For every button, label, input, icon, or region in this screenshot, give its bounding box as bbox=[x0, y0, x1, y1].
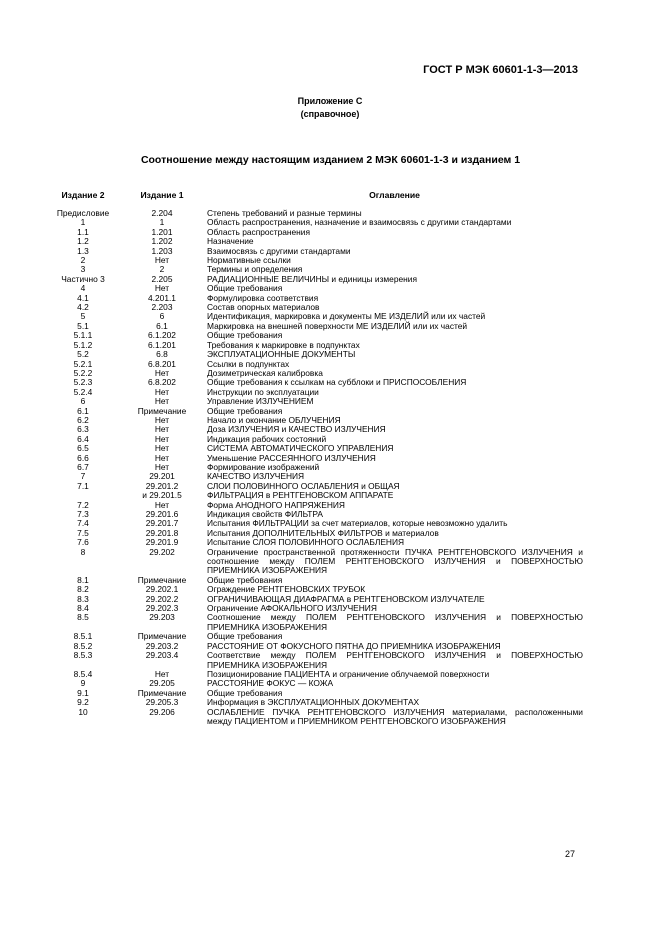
cell-edition-1: 6.1 bbox=[156, 320, 168, 331]
cell-edition-1: Нет bbox=[154, 255, 170, 266]
cell-contents: Область распространения bbox=[207, 226, 311, 237]
cell-contents: Испытание СЛОЯ ПОЛОВИННОГО ОСЛАБЛЕНИЯ bbox=[207, 537, 405, 548]
cell-contents: Инструкции по эксплуатации bbox=[207, 386, 319, 397]
cell-edition-1: 6.8.201 bbox=[148, 358, 176, 369]
cell-edition-2: 8.5.3 bbox=[73, 650, 93, 661]
cell-edition-1: 2.204 bbox=[151, 208, 173, 218]
cell-edition-1: 29.203.2 bbox=[145, 640, 179, 651]
cell-contents: Общие требования bbox=[207, 687, 283, 698]
cell-edition-1: Нет bbox=[154, 367, 170, 378]
cell-edition-2: 5.1.2 bbox=[73, 339, 93, 350]
cell-edition-2: 7.1 bbox=[77, 480, 89, 491]
cell-contents: Общие требования bbox=[207, 574, 283, 585]
cell-contents: Требования к маркировке в подпунктах bbox=[207, 339, 360, 350]
cell-edition-1: 2 bbox=[159, 264, 165, 275]
page-number: 27 bbox=[564, 849, 575, 859]
table-row bbox=[48, 228, 583, 237]
cell-edition-1: 29.203.4 bbox=[145, 650, 179, 661]
cell-edition-2: 7.2 bbox=[77, 499, 89, 510]
cell-contents: Общие требования к ссылкам на субблоки и ПРИСПОСОБЛЕНИЯ bbox=[207, 377, 467, 388]
cell-contents: Назначение bbox=[207, 236, 254, 247]
cell-edition-1: 29.202.2 bbox=[145, 593, 179, 604]
cell-edition-1: 29.205.3 bbox=[145, 697, 179, 708]
cell-edition-2: 5.2.3 bbox=[73, 377, 93, 388]
cell-edition-1: Нет bbox=[154, 668, 170, 679]
cell-contents: ОГРАНИЧИВАЮЩАЯ ДИАФРАГМА в РЕНТГЕНОВСКОМ ИЗЛУЧАТЕЛЕ bbox=[207, 593, 485, 604]
cell-contents: СИСТЕМА АВТОМАТИЧЕСКОГО УПРАВЛЕНИЯ bbox=[207, 443, 394, 454]
cell-edition-2: 1.2 bbox=[77, 236, 89, 247]
cell-edition-2: Частично 3 bbox=[61, 273, 105, 284]
cell-edition-2: 6.3 bbox=[77, 424, 89, 435]
cell-edition-1: Нет bbox=[154, 499, 170, 510]
cell-edition-2: 3 bbox=[80, 264, 86, 275]
cell-edition-1: Примечание bbox=[137, 687, 187, 698]
cell-edition-2: Предисловие bbox=[56, 208, 110, 218]
cell-edition-1: 4.201.1 bbox=[148, 292, 176, 303]
cell-edition-1: 29.201.7 bbox=[145, 518, 179, 529]
cell-edition-2: 6 bbox=[80, 396, 86, 407]
cell-edition-2: 4 bbox=[80, 283, 86, 294]
cell-edition-1: 1.201 bbox=[151, 226, 173, 237]
cell-edition-1: Нет bbox=[154, 452, 170, 463]
cell-edition-1: Примечание bbox=[137, 405, 187, 416]
annex-title: Приложение С bbox=[297, 96, 363, 106]
table-row bbox=[48, 275, 583, 284]
cell-edition-2: 9.1 bbox=[77, 687, 89, 698]
cell-edition-1: Нет bbox=[154, 443, 170, 454]
annex-subtitle: (справочное) bbox=[300, 109, 360, 119]
cell-contents: Идентификация, маркировка и документы МЕ ИЗДЕЛИЙ или их частей bbox=[207, 311, 486, 322]
cell-contents: Ограничение пространственной протяженности ПУЧКА РЕНТГЕНОВСКОГО ИЗЛУЧЕНИЯ и соотношение между ПОЛЕМ РЕНТГЕНОВСКОГО ИЗЛУЧЕНИЯ и ПОВЕРХНОСТЬЮ ПРИЕМНИКА ИЗОБРАЖЕНИЯ bbox=[207, 546, 583, 576]
page-title: Соотношение между настоящим изданием 2 МЭК 60601-1-3 и изданием 1 bbox=[140, 154, 521, 166]
document-standard-id: ГОСТ Р МЭК 60601-1-3—2013 bbox=[423, 64, 578, 76]
cell-contents: Информация в ЭКСПЛУАТАЦИОННЫХ ДОКУМЕНТАХ bbox=[207, 697, 420, 708]
correspondence-table bbox=[48, 190, 583, 726]
table-row bbox=[48, 218, 583, 227]
table-row bbox=[48, 613, 583, 632]
cell-edition-2: 6.5 bbox=[77, 443, 89, 454]
table-row bbox=[48, 247, 583, 256]
cell-edition-1: Нет bbox=[154, 386, 170, 397]
cell-edition-1: 1.202 bbox=[151, 236, 173, 247]
cell-contents: Управление ИЗЛУЧЕНИЕМ bbox=[207, 396, 314, 407]
cell-contents: Степень требований и разные термины bbox=[207, 208, 362, 218]
cell-contents: Общие требования bbox=[207, 405, 283, 416]
header-contents: Оглавление bbox=[369, 190, 420, 200]
cell-edition-2: 5.1 bbox=[77, 320, 89, 331]
cell-edition-1: 2.205 bbox=[151, 273, 173, 284]
cell-edition-1: Примечание bbox=[137, 631, 187, 642]
cell-edition-1: 29.202 bbox=[149, 546, 175, 557]
table-row bbox=[48, 397, 583, 406]
cell-edition-2: 1.3 bbox=[77, 245, 89, 256]
cell-contents: ОСЛАБЛЕНИЕ ПУЧКА РЕНТГЕНОВСКОГО ИЗЛУЧЕНИЯ материалами, расположенными между ПАЦИЕНТОМ и ПРИЕМНИКОМ РЕНТГЕНОВСКОГО ИЗОБРАЖЕНИЯ bbox=[207, 706, 583, 726]
cell-contents: Формирование изображений bbox=[207, 461, 320, 472]
cell-contents: КАЧЕСТВО ИЗЛУЧЕНИЯ bbox=[207, 471, 305, 482]
cell-edition-2: 8.5.2 bbox=[73, 640, 93, 651]
table-row bbox=[48, 350, 583, 359]
cell-edition-1: 29.201.2 bbox=[145, 480, 179, 491]
cell-edition-1: Примечание bbox=[137, 574, 187, 585]
cell-contents: Общие требования bbox=[207, 330, 283, 341]
cell-contents: Нормативные ссылки bbox=[207, 255, 291, 266]
cell-edition-1: Нет bbox=[154, 396, 170, 407]
cell-contents: Общие требования bbox=[207, 631, 283, 642]
cell-edition-2: 1 bbox=[80, 217, 86, 228]
cell-contents: Соответствие между ПОЛЕМ РЕНТГЕНОВСКОГО ИЗЛУЧЕНИЯ и ПОВЕРХНОСТЬЮ ПРИЕМНИКА ИЗОБРАЖЕНИЯ bbox=[207, 650, 583, 670]
cell-edition-1: 6 bbox=[159, 311, 165, 322]
cell-contents: Соотношение между ПОЛЕМ РЕНТГЕНОВСКОГО ИЗЛУЧЕНИЯ и ПОВЕРХНОСТЬЮ ПРИЕМНИКА ИЗОБРАЖЕНИЯ bbox=[207, 612, 583, 632]
cell-edition-2: 6.6 bbox=[77, 452, 89, 463]
cell-edition-1: 1.203 bbox=[151, 245, 173, 256]
cell-edition-2: 6.2 bbox=[77, 414, 89, 425]
cell-edition-1: 29.202.1 bbox=[145, 584, 179, 595]
cell-contents: Ссылки в подпунктах bbox=[207, 358, 290, 369]
cell-contents: Начало и окончание ОБЛУЧЕНИЯ bbox=[207, 414, 341, 425]
cell-edition-2: 2 bbox=[80, 255, 86, 266]
cell-edition-2: 8.1 bbox=[77, 574, 89, 585]
cell-edition-2: 8 bbox=[80, 546, 86, 557]
cell-edition-1: 29.201.9 bbox=[145, 537, 179, 548]
cell-edition-2: 6.7 bbox=[77, 461, 89, 472]
cell-contents: Ограждение РЕНТГЕНОВСКИХ ТРУБОК bbox=[207, 584, 366, 595]
cell-contents: Индикация рабочих состояний bbox=[207, 433, 327, 444]
cell-edition-2: 8.3 bbox=[77, 593, 89, 604]
cell-edition-2: 7.5 bbox=[77, 527, 89, 538]
cell-edition-2: 8.5.4 bbox=[73, 668, 93, 679]
cell-edition-1: 29.201.6 bbox=[145, 509, 179, 519]
cell-contents: ФИЛЬТРАЦИЯ в РЕНТГЕНОВСКОМ АППАРАТЕ bbox=[207, 490, 394, 501]
cell-edition-1: Нет bbox=[154, 424, 170, 435]
cell-contents: РАССТОЯНИЕ ФОКУС — КОЖА bbox=[207, 678, 334, 689]
cell-edition-2: 5.2.2 bbox=[73, 367, 93, 378]
cell-edition-2: 8.2 bbox=[77, 584, 89, 595]
cell-contents: Дозиметрическая калибровка bbox=[207, 367, 323, 378]
table-row bbox=[48, 256, 583, 265]
cell-contents: Ограничение АФОКАЛЬНОГО ИЗЛУЧЕНИЯ bbox=[207, 603, 377, 614]
cell-contents: Доза ИЗЛУЧЕНИЯ и КАЧЕСТВО ИЗЛУЧЕНИЯ bbox=[207, 424, 386, 435]
cell-contents: Испытания ФИЛЬТРАЦИИ за счет материалов, которые невозможно удалить bbox=[207, 518, 508, 529]
cell-edition-1: 2.203 bbox=[151, 302, 173, 313]
cell-edition-2: 4.2 bbox=[77, 302, 89, 313]
table-row bbox=[48, 679, 583, 688]
table-row bbox=[48, 651, 583, 670]
cell-contents: Общие требования bbox=[207, 283, 283, 294]
table-row bbox=[48, 388, 583, 397]
cell-edition-2: 8.5 bbox=[77, 612, 89, 623]
cell-contents: Маркировка на внешней поверхности МЕ ИЗДЕЛИЙ или их частей bbox=[207, 320, 468, 331]
cell-edition-1: Нет bbox=[154, 414, 170, 425]
cell-contents: РАДИАЦИОННЫЕ ВЕЛИЧИНЫ и единицы измерения bbox=[207, 273, 417, 284]
cell-edition-2: 5.2 bbox=[77, 349, 89, 360]
cell-edition-2: 7.6 bbox=[77, 537, 89, 548]
cell-edition-2: 5.1.1 bbox=[73, 330, 93, 341]
cell-edition-2: 5.2.4 bbox=[73, 386, 93, 397]
cell-edition-1: Нет bbox=[154, 461, 170, 472]
cell-edition-1: 29.201.8 bbox=[145, 527, 179, 538]
cell-contents: Термины и определения bbox=[207, 264, 303, 275]
cell-edition-2: 9 bbox=[80, 678, 86, 689]
table-header-row bbox=[48, 190, 583, 209]
table-row bbox=[48, 322, 583, 331]
cell-edition-2: 9.2 bbox=[77, 697, 89, 708]
cell-edition-1: 6.8.202 bbox=[148, 377, 176, 388]
cell-edition-1: 29.203 bbox=[149, 612, 175, 623]
cell-edition-2: 7 bbox=[80, 471, 86, 482]
cell-edition-2: 8.5.1 bbox=[73, 631, 93, 642]
cell-contents: Испытания ДОПОЛНИТЕЛЬНЫХ ФИЛЬТРОВ и материалов bbox=[207, 527, 439, 538]
cell-edition-1: 6.1.201 bbox=[148, 339, 176, 350]
cell-edition-1: 6.1.202 bbox=[148, 330, 176, 341]
cell-contents: Индикация свойств ФИЛЬТРА bbox=[207, 509, 323, 519]
cell-edition-2: 5 bbox=[80, 311, 86, 322]
cell-contents: Форма АНОДНОГО НАПРЯЖЕНИЯ bbox=[207, 499, 345, 510]
table-row bbox=[48, 548, 583, 576]
cell-edition-2: 4.1 bbox=[77, 292, 89, 303]
table-row bbox=[48, 708, 583, 727]
header-edition-2: Издание 2 bbox=[61, 190, 105, 200]
correspondence-table-container bbox=[48, 190, 583, 726]
cell-edition-2: 7.4 bbox=[77, 518, 89, 529]
cell-edition-2: 10 bbox=[78, 706, 88, 717]
cell-edition-1: 29.201 bbox=[149, 471, 175, 482]
cell-edition-1: Нет bbox=[154, 433, 170, 444]
cell-contents: СЛОИ ПОЛОВИННОГО ОСЛАБЛЕНИЯ и ОБЩАЯ bbox=[207, 480, 400, 491]
cell-edition-2: 7.3 bbox=[77, 509, 89, 519]
cell-edition-2: 8.4 bbox=[77, 603, 89, 614]
cell-contents: Взаимосвязь с другими стандартами bbox=[207, 245, 351, 256]
table-row bbox=[48, 463, 583, 472]
cell-edition-2: 5.2.1 bbox=[73, 358, 93, 369]
cell-contents: Уменьшение РАССЕЯННОГО ИЗЛУЧЕНИЯ bbox=[207, 452, 376, 463]
cell-edition-1: 6.8 bbox=[156, 349, 168, 360]
cell-edition-1: 29.205 bbox=[149, 678, 175, 689]
cell-edition-1: 29.206 bbox=[149, 706, 175, 717]
cell-edition-2: 1.1 bbox=[77, 226, 89, 237]
cell-contents: Область распространения, назначение и взаимосвязь с другими стандартами bbox=[207, 217, 512, 228]
cell-contents: Формулировка соответствия bbox=[207, 292, 319, 303]
cell-edition-1: 29.202.3 bbox=[145, 603, 179, 614]
cell-edition-1: Нет bbox=[154, 283, 170, 294]
header-edition-1: Издание 1 bbox=[140, 190, 184, 200]
table-body bbox=[48, 209, 583, 726]
cell-edition-1: и 29.201.5 bbox=[142, 490, 182, 501]
cell-contents: ЭКСПЛУАТАЦИОННЫЕ ДОКУМЕНТЫ bbox=[207, 349, 356, 360]
cell-edition-2: 6.1 bbox=[77, 405, 89, 416]
cell-contents: РАССТОЯНИЕ ОТ ФОКУСНОГО ПЯТНА ДО ПРИЕМНИКА ИЗОБРАЖЕНИЯ bbox=[207, 640, 501, 651]
cell-contents: Состав опорных материалов bbox=[207, 302, 320, 313]
cell-contents: Позиционирование ПАЦИЕНТА и ограничение облучаемой поверхности bbox=[207, 668, 490, 679]
cell-edition-2: 6.4 bbox=[77, 433, 89, 444]
cell-edition-1: 1 bbox=[159, 217, 165, 228]
